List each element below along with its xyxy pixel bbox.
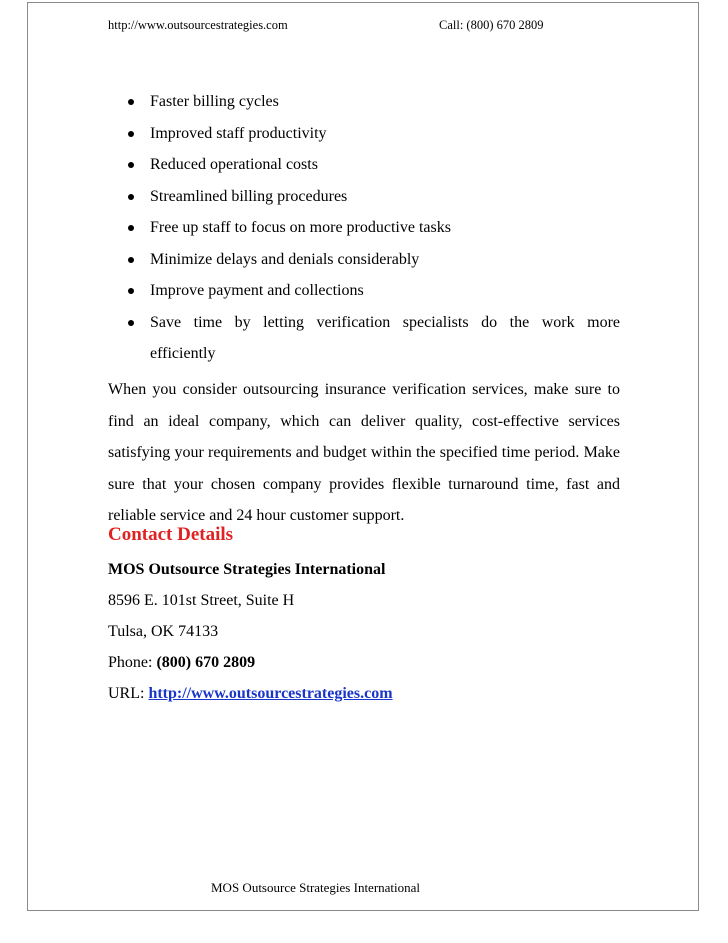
- bullet-icon: [128, 257, 134, 263]
- list-item: [108, 275, 620, 307]
- body-paragraph: When you consider outsourcing insurance verification services, make sure to find an ideal company, which can deliver quality, cost-effective services satisfying your requirements and budget within the specified time period. Make sure that your chosen company provides flexible turnaround time, fast and reliable service and 24 hour customer support.: [108, 381, 620, 524]
- list-item: [108, 86, 620, 118]
- list-item-text: Streamlined billing procedures: [150, 187, 348, 205]
- header-call: Call: (800) 670 2809: [439, 18, 544, 32]
- website-link[interactable]: http://www.outsourcestrategies.com: [148, 685, 393, 702]
- address-line-2: Tulsa, OK 74133: [108, 623, 219, 640]
- company-name: MOS Outsource Strategies International: [108, 561, 386, 578]
- header-url[interactable]: http://www.outsourcestrategies.com: [108, 18, 288, 32]
- list-item: [108, 118, 620, 150]
- bullet-icon: [128, 225, 134, 231]
- list-item: [108, 181, 620, 213]
- contact-details: [108, 554, 620, 709]
- list-item: [108, 212, 620, 244]
- url-label: URL:: [108, 685, 145, 702]
- bullet-icon: [128, 320, 134, 326]
- phone-label: Phone:: [108, 654, 153, 671]
- list-item-text: Faster billing cycles: [150, 93, 279, 110]
- address-line-1: 8596 E. 101st Street, Suite H: [108, 592, 295, 609]
- list-item: [108, 307, 620, 370]
- list-item: [108, 244, 620, 276]
- url-line: [108, 678, 620, 709]
- list-item-text: Save time by letting verification specialists do the work more: [150, 313, 620, 331]
- list-item-text: Improve payment and collections: [150, 282, 364, 299]
- phone-line: [108, 647, 620, 678]
- bullet-icon: [128, 194, 134, 200]
- contact-heading: Contact Details: [108, 524, 234, 545]
- list-item-text: Improved staff productivity: [150, 124, 327, 142]
- list-item: [108, 149, 620, 181]
- bullet-icon: [128, 131, 134, 137]
- list-item-text: Minimize delays and denials considerably: [150, 250, 420, 268]
- bullet-icon: [128, 99, 134, 105]
- list-item-text: Reduced operational costs: [150, 156, 318, 173]
- bullet-icon: [128, 288, 134, 294]
- page-footer: MOS Outsource Strategies International: [211, 880, 421, 895]
- phone-number: (800) 670 2809: [156, 654, 256, 671]
- benefits-list: [108, 86, 620, 369]
- list-item-text: Free up staff to focus on more productive tasks: [150, 219, 451, 236]
- list-item-text-continued: efficiently: [150, 345, 216, 362]
- bullet-icon: [128, 162, 134, 168]
